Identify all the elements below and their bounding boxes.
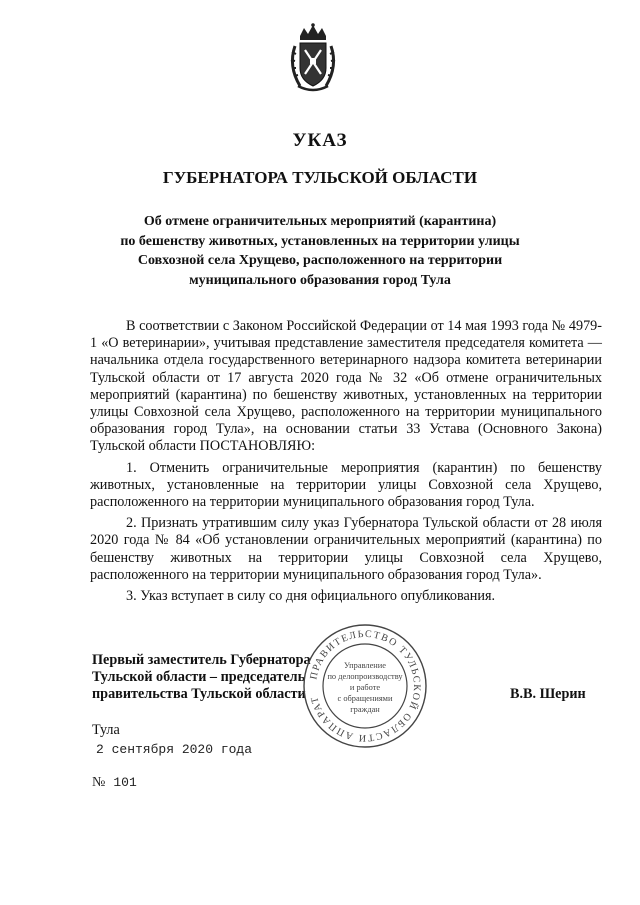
official-stamp bbox=[301, 622, 429, 750]
position-line: правительства Тульской области bbox=[92, 686, 306, 702]
number-value: 101 bbox=[113, 775, 137, 790]
decree-subject bbox=[100, 212, 540, 290]
subject-line: Совхозной села Хрущево, расположенного на территории bbox=[137, 253, 503, 268]
subject-line: по бешенству животных, установленных на территории улицы bbox=[120, 233, 520, 249]
position-line: Тульской области – председатель bbox=[92, 669, 306, 685]
subject-line: муниципального образования город Тула bbox=[189, 272, 451, 288]
issue-place: Тула bbox=[92, 722, 120, 738]
position-line: Первый заместитель Губернатора bbox=[92, 652, 311, 668]
stamp-inner-line: Управление bbox=[343, 661, 387, 670]
decree-item: 3. Указ вступает в силу со дня официального опубликования. bbox=[126, 588, 496, 605]
preamble-paragraph: В соответствии с Законом Российской Федерации от 14 мая 1993 года № 4979-1 «О ветеринарии», учитывая представление заместителя председателя комитета — начальника отдела государственного ветеринарного надзора комитета ветеринарии Тульской области от 17 августа 2020 года № 32 «Об отмене ограничительных мероприятий (карантина) по бешенству животных, установленных на территории улицы Совхозной села Хрущево, расположенного на территории муниципального образования город Тула», на основании статьи 33 Устава (Основного Закона) Тульской области ПОСТАНОВЛЯЮ: bbox=[90, 318, 602, 455]
tula-coat-of-arms-icon bbox=[286, 22, 340, 94]
stamp-inner-line: граждан bbox=[350, 705, 380, 714]
decree-body bbox=[90, 318, 602, 605]
signatory-name: В.В. Шерин bbox=[510, 686, 586, 702]
issue-date: 2 сентября 2020 года bbox=[96, 742, 253, 757]
document-type-title: УКАЗ bbox=[292, 130, 348, 151]
decree-item: 1. Отменить ограничительные мероприятия (карантин) по бешенству животных, установленные на территории улицы Совхозной села Хрущево, расположенного на территории муниципального образования город Тула. bbox=[90, 459, 602, 511]
stamp-inner-line: с обращениями bbox=[337, 694, 393, 703]
stamp-inner-line: по делопроизводству bbox=[327, 672, 403, 681]
subject-line: Об отмене ограничительных мероприятий (карантина) bbox=[143, 214, 497, 229]
decree-item: 2. Признать утратившим силу указ Губернатора Тульской области от 28 июля 2020 года № 84 «Об установлении ограничительных мероприятий (карантина) по бешенству животных на территории улицы Совхозной села Хрущево, расположенного на территории муниципального образования город Тула». bbox=[90, 515, 602, 583]
stamp-inner-line: и работе bbox=[349, 683, 381, 692]
stamp-ring-text: ПРАВИТЕЛЬСТВО ТУЛЬСКОЙ ОБЛАСТИ АППАРАТ bbox=[308, 628, 423, 744]
signatory-position bbox=[92, 652, 311, 703]
issuer-title: ГУБЕРНАТОРА ТУЛЬСКОЙ ОБЛАСТИ bbox=[162, 168, 478, 187]
number-label: № bbox=[92, 775, 106, 790]
decree-number bbox=[92, 775, 137, 791]
